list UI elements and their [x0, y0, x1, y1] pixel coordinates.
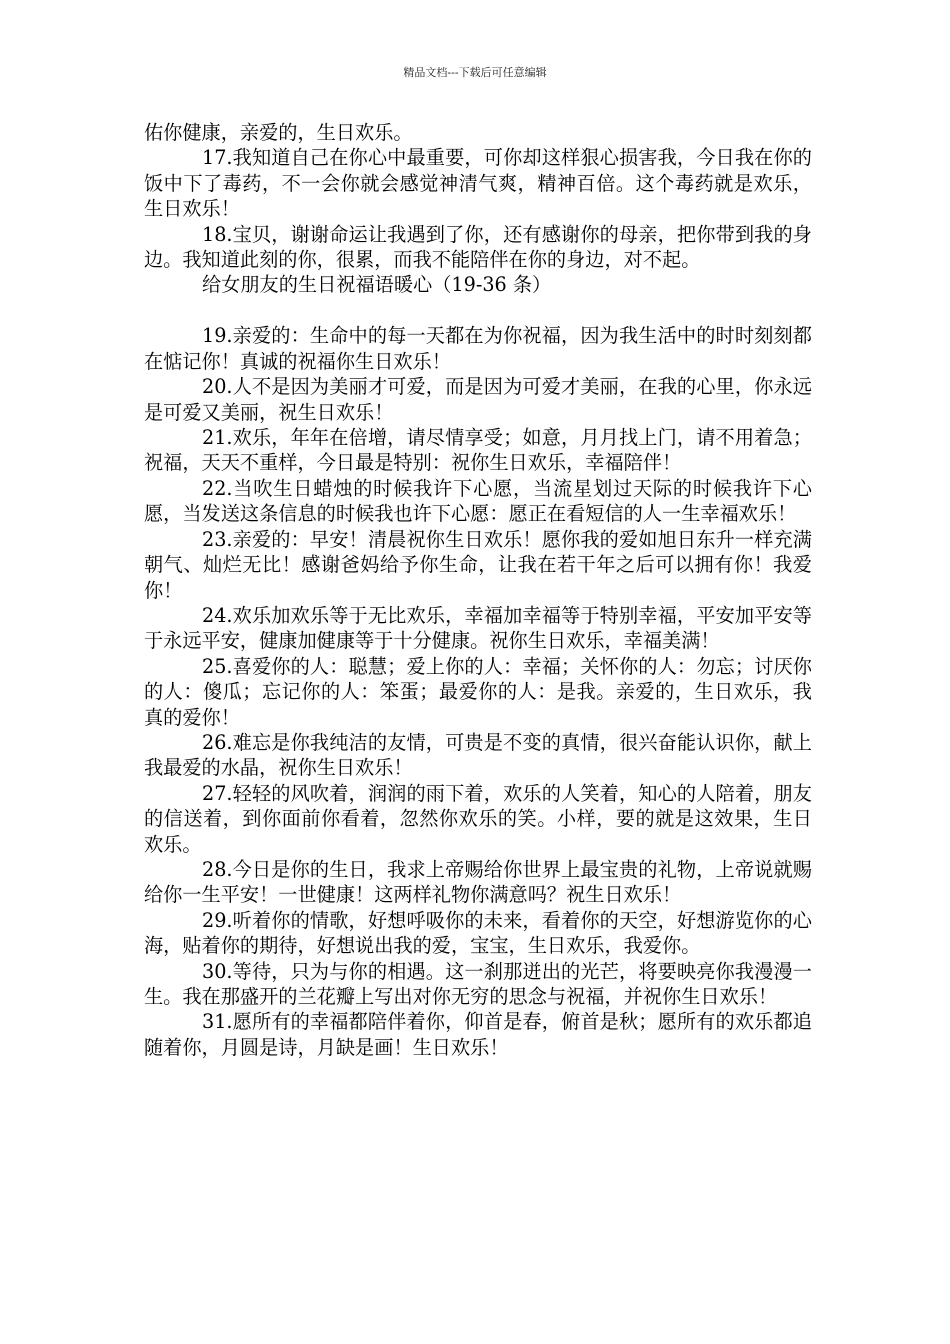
- wish-28: 28.今日是你的生日，我求上帝赐给你世界上最宝贵的礼物，上帝说就赐给你一生平安！一世健康！这两样礼物你满意吗？祝生日欢乐！: [144, 857, 812, 907]
- wish-18: 18.宝贝，谢谢命运让我遇到了你，还有感谢你的母亲，把你带到我的身边。我知道此刻的你，很累，而我不能陪伴在你的身边，对不起。: [144, 222, 812, 272]
- wish-24: 24.欢乐加欢乐等于无比欢乐，幸福加幸福等于特别幸福，平安加平安等于永远平安，健康加健康等于十分健康。祝你生日欢乐，幸福美满！: [144, 603, 812, 653]
- paragraph-continuation: 佑你健康，亲爱的，生日欢乐。: [144, 121, 413, 144]
- section-heading: 给女朋友的生日祝福语暖心（19-36 条）: [202, 273, 552, 297]
- wish-25: 25.喜爱你的人：聪慧；爱上你的人：幸福；关怀你的人：勿忘；讨厌你的人：傻瓜；忘记你的人：笨蛋；最爱你的人：是我。亲爱的，生日欢乐，我真的爱你！: [144, 654, 812, 729]
- wish-23: 23.亲爱的：早安！清晨祝你生日欢乐！愿你我的爱如旭日东升一样充满朝气、灿烂无比！感谢爸妈给予你生命，让我在若干年之后可以拥有你！我爱你！: [144, 527, 812, 602]
- wish-19: 19.亲爱的：生命中的每一天都在为你祝福，因为我生活中的时时刻刻都在惦记你！真诚的祝福你生日欢乐！: [144, 324, 812, 373]
- wish-21: 21.欢乐，年年在倍增，请尽情享受；如意，月月找上门，请不用着急；祝福，天天不重样，今日最是特别：祝你生日欢乐，幸福陪伴！: [144, 426, 812, 475]
- wish-17: 17.我知道自己在你心中最重要，可你却这样狠心损害我，今日我在你的饭中下了毒药，不一会你就会感觉神清气爽，精神百倍。这个毒药就是欢乐，生日欢乐！: [144, 146, 812, 221]
- wish-27: 27.轻轻的风吹着，润润的雨下着，欢乐的人笑着，知心的人陪着，朋友的信送着，到你面前你看着，忽然你欢乐的笑。小样，要的就是这效果，生日欢乐。: [144, 781, 812, 856]
- wish-30: 30.等待，只为与你的相遇。这一刹那迸出的光芒，将要映亮你我漫漫一生。我在那盛开的兰花瓣上写出对你无穷的思念与祝福，并祝你生日欢乐！: [144, 959, 812, 1008]
- wish-20: 20.人不是因为美丽才可爱，而是因为可爱才美丽，在我的心里，你永远是可爱又美丽，祝生日欢乐！: [144, 375, 812, 424]
- wish-31: 31.愿所有的幸福都陪伴着你，仰首是春，俯首是秋；愿所有的欢乐都追随着你，月圆是诗，月缺是画！生日欢乐！: [144, 1010, 812, 1059]
- wish-29: 29.听着你的情歌，好想呼吸你的未来，看着你的天空，好想游览你的心海，贴着你的期待，好想说出我的爱，宝宝，生日欢乐，我爱你。: [144, 908, 812, 958]
- wish-26: 26.难忘是你我纯洁的友情，可贵是不变的真情，很兴奋能认识你，献上我最爱的水晶，祝你生日欢乐！: [144, 730, 812, 780]
- wish-22: 22.当吹生日蜡烛的时候我许下心愿，当流星划过天际的时候我许下心愿，当发送这条信息的时候我也许下心愿：愿正在看短信的人一生幸福欢乐！: [144, 476, 812, 526]
- page-header: 精品文档---下载后可任意编辑: [403, 66, 547, 79]
- document-body: [144, 120, 812, 1060]
